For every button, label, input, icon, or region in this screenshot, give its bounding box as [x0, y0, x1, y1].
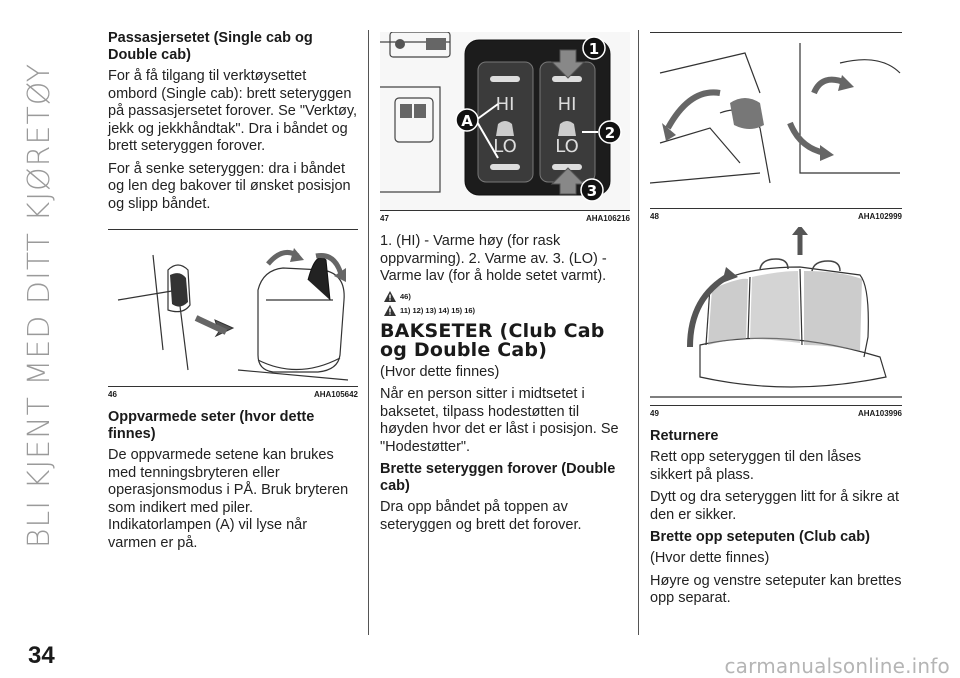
callout-a: A: [461, 112, 473, 130]
figure-code: AHA103996: [857, 409, 902, 418]
column-divider: [638, 30, 639, 635]
figure-46: [108, 229, 358, 386]
seatback-fold-illustration: [650, 33, 902, 208]
paragraph: For å få tilgang til verktøysettet ombord (Single cab): brett seteryggen på passasjersetet forover. Se "Verktøy, jekk og jekkhåndtak". Dra i båndet og brett seteryggen forover.: [108, 68, 358, 154]
paragraph: Når en person sitter i midtsetet i baksetet, tilpass hodestøtten til høyden hvor det er låst i posisjon. Se "Hodestøtter".: [380, 386, 619, 455]
figure-number: 48: [650, 212, 659, 221]
figure-code: AHA105642: [313, 390, 358, 399]
warning-reference-text: 46): [400, 291, 411, 301]
figure-49: [650, 227, 902, 405]
column-left: [108, 28, 358, 557]
switch-hi-label-right: HI: [557, 94, 577, 115]
paragraph: (Hvor dette finnes): [380, 363, 500, 380]
figure-48: [650, 32, 902, 208]
chapter-side-title: [10, 25, 70, 585]
seat-fold-illustration: [108, 230, 358, 386]
figure-47: [380, 32, 630, 210]
switch-hi-label-left: HI: [495, 94, 515, 115]
paragraph: Høyre og venstre seteputer kan brettes opp separat.: [650, 572, 902, 606]
paragraph: Rett opp seteryggen til den låses sikkert på plass.: [650, 449, 862, 483]
page-number: 34: [28, 642, 55, 669]
figure-caption: [108, 386, 358, 399]
paragraph: For å senke seteryggen: dra i båndet og len deg bakover til ønsket posisjon og slipp båndet.: [108, 160, 351, 212]
figure-caption: [650, 405, 902, 418]
callout-2: 2: [604, 124, 616, 142]
heated-seat-switch-illustration: [380, 32, 630, 210]
column-middle: [380, 28, 630, 539]
main-section-heading: BAKSETER (Club Cab og Double Cab): [380, 319, 605, 361]
rear-bench-seat-illustration: [650, 227, 902, 405]
paragraph: De oppvarmede setene kan brukes med tenningsbryteren eller operasjonsmodus i PÅ. Bruk bryteren som indikert med piler. Indikatorlampen (A) vil lyse når varmen er på.: [108, 447, 349, 551]
section-heading: Passasjersetet (Single cab og Double cab): [108, 30, 313, 63]
warning-reference: [384, 305, 630, 316]
figure-caption: [650, 208, 902, 221]
callout-1: 1: [588, 40, 600, 58]
chapter-title-text: BLI KJENT MED DITT KJØRETØY: [22, 62, 58, 548]
section-heading: Brette opp seteputen (Club cab): [650, 529, 870, 545]
watermark: carmanualsonline.info: [724, 654, 950, 678]
callout-3: 3: [586, 182, 598, 200]
figure-caption: [380, 210, 630, 223]
warning-reference-text: 11) 12) 13) 14) 15) 16): [400, 305, 476, 315]
section-heading: Oppvarmede seter (hvor dette finnes): [108, 409, 315, 442]
figure-number: 49: [650, 409, 659, 418]
switch-lo-label-right: LO: [555, 136, 579, 157]
warning-triangle-icon: [384, 305, 396, 316]
paragraph: (Hvor dette finnes): [650, 550, 770, 566]
figure-code: AHA102999: [857, 212, 902, 221]
paragraph: Dra opp båndet på toppen av seteryggen og brett det forover.: [380, 499, 582, 533]
switch-lo-label-left: LO: [493, 136, 517, 157]
figure-number: 47: [380, 214, 389, 223]
figure-code: AHA106216: [585, 214, 630, 223]
paragraph: Dytt og dra seteryggen litt for å sikre at den er sikker.: [650, 489, 900, 523]
warning-triangle-icon: [384, 291, 396, 302]
paragraph: 1. (HI) - Varme høy (for rask oppvarming). 2. Varme av. 3. (LO) - Varme lav (for å holde setet varmt).: [380, 233, 607, 284]
figure-number: 46: [108, 390, 117, 399]
section-heading: Brette seteryggen forover (Double cab): [380, 461, 616, 494]
column-right: [650, 28, 902, 613]
warning-reference: [384, 291, 630, 302]
column-divider: [368, 30, 369, 635]
section-heading: Returnere: [650, 428, 719, 444]
